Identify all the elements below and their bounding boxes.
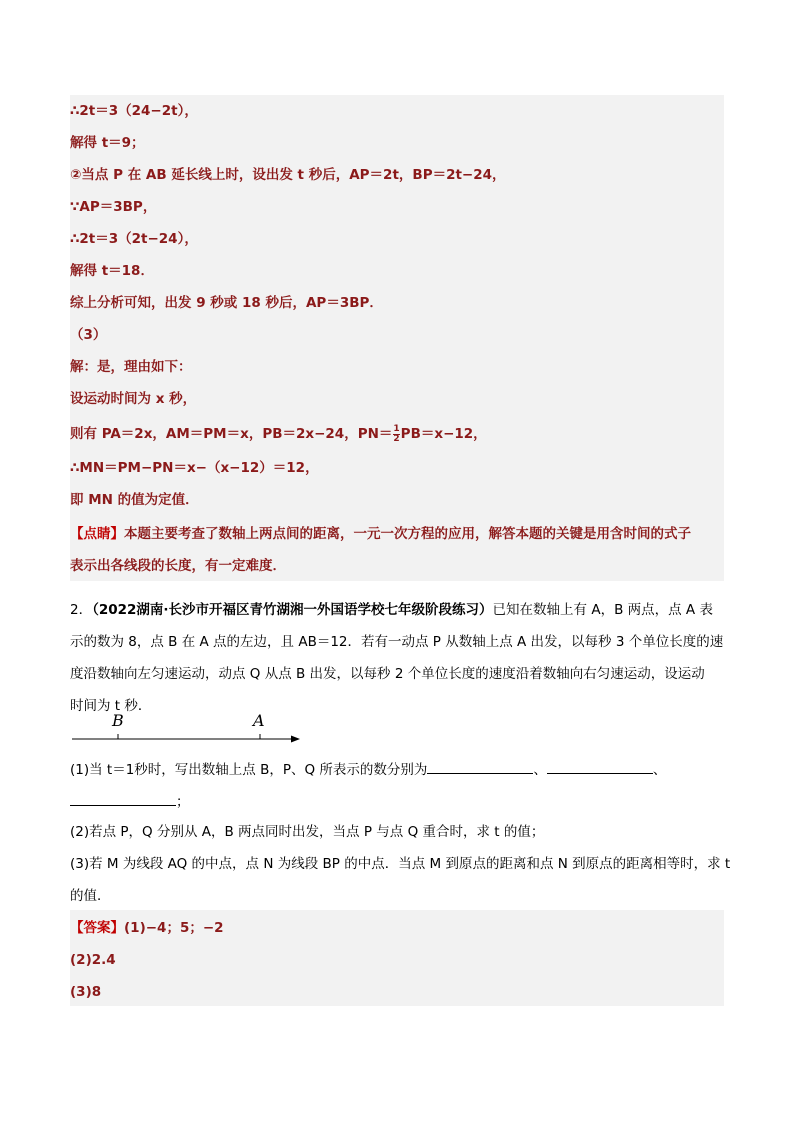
solution-line: ∴MN＝PM−PN＝x−（x−12）＝12， [70,460,319,476]
q1-end: ； [176,794,190,810]
solution-line: 综上分析可知，出发 9 秒或 18 秒后，AP＝3BP． [70,295,383,311]
comment-line-2: 表示出各线段的长度，有一定难度． [70,558,286,574]
comment-text: 本题主要考查了数轴上两点间的距离，一元一次方程的应用，解答本题的关键是用含时间的式子 [124,526,691,542]
answer-line-3: (3)8 [70,984,102,1000]
problem2-line-3: 度沿数轴向左匀速运动，动点 Q 从点 B 出发，以每秒 2 个单位长度的速度沿着数轴向右匀速运动，设运动 [70,666,705,682]
solution-line: ∵AP＝3BP， [70,199,157,215]
label-a: A [253,711,265,730]
question-2: (2)若点 P，Q 分别从 A，B 两点同时出发，当点 P 与点 Q 重合时，求 t 的值； [70,824,545,840]
comment-line-1 [70,518,724,550]
solution-line: 设运动时间为 x 秒， [70,391,197,407]
question-1 [70,754,724,786]
solution-line: ②当点 P 在 AB 延长线上时，设出发 t 秒后，AP＝2t，BP＝2t−24， [70,167,506,183]
solution-line: 即 MN 的值为定值． [70,492,199,508]
answer-blank-1[interactable] [427,759,533,774]
pa-suffix: PB＝x−12， [400,426,487,442]
q1-sep-1: 、 [533,762,547,778]
answer-tag: 【答案】 [70,920,124,936]
answer-line-1 [70,912,724,944]
q1-sep-2: 、 [652,762,667,778]
answer-blank-3[interactable] [70,791,176,806]
problem-text: 已知在数轴上有 A，B 两点，点 A 表 [492,602,713,618]
pa-prefix: 则有 PA＝2x，AM＝PM＝x，PB＝2x−24，PN＝ [70,426,393,442]
fraction-half [393,425,399,444]
fraction-numerator: 1 [393,423,400,434]
solution-line: （3） [70,327,107,343]
answer-blank-2[interactable] [547,759,653,774]
solution-line: 解得 t＝9； [70,135,145,151]
number-line-figure [70,708,310,748]
solution-line-pa [70,418,724,450]
problem-source: （2022湖南·长沙市开福区青竹湖湘一外国语学校七年级阶段练习） [92,602,493,618]
problem-number: 2． [70,602,93,618]
question-1-cont [70,786,724,818]
answer-1: (1)−4；5；−2 [124,920,224,936]
solution-line: ∴2t＝3（2t−24）， [70,231,198,247]
problem2-line-4: 时间为 t 秒． [70,698,152,714]
label-b: B [112,711,124,730]
solution-line: 解得 t＝18． [70,263,154,279]
question-3-line-2: 的值． [70,888,111,904]
solution-line: 解：是，理由如下： [70,359,192,375]
question-3-line-1: (3)若 M 为线段 AQ 的中点，点 N 为线段 BP 的中点．当点 M 到原点的距离和点 N 到原点的距离相等时，求 t [70,856,731,872]
fraction-denominator: 2 [393,433,400,444]
solution-line: ∴2t＝3（24−2t）， [70,103,198,119]
number-line-arrow [291,736,300,743]
problem2-line-2: 示的数为 8，点 B 在 A 点的左边，且 AB＝12．若有一动点 P 从数轴上点 A 出发，以每秒 3 个单位长度的速 [70,634,724,650]
comment-tag: 【点睛】 [70,526,124,542]
answer-line-2: (2)2.4 [70,952,116,968]
q1-text: (1)当 t＝1秒时，写出数轴上点 B，P、Q 所表示的数分别为 [70,762,428,778]
problem2-line-1 [70,594,724,626]
